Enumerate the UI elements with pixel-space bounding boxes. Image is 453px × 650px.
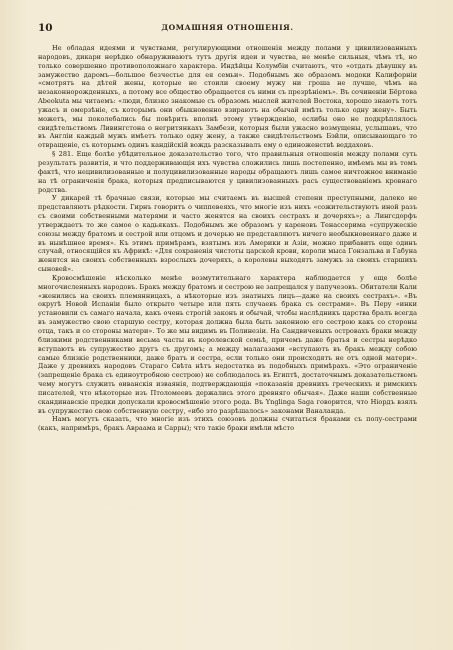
page-header — [38, 22, 417, 36]
paragraph: § 281. Еще болѣе убѣдительное доказательство того, что правильныя отношенія между полами суть результатъ развитія, и что поддерживающія ихъ чувства сложились лишь постепенно, имѣемъ мы въ томъ фактѣ, что нецивилизованные и полуцивилизованные народы обращаютъ лишь самое ничтожное вниманіе на тѣ ограниченія брака, которыя предписываются у цивилизованныхъ расъ существованіемъ кровнаго родства. — [38, 150, 417, 194]
paragraph: Намъ могутъ сказать, что многіе изъ этихъ союзовъ должны считаться браками съ полу-сестрами (какъ, напримѣръ, бракъ Авраама и Сарры); что такіе браки имѣли мѣсто — [38, 415, 417, 433]
paragraph: Кровосмѣшеніе нѣсколько менѣе возмутительнаго характера наблюдается у еще болѣе многочисленныхъ народовъ. Бракъ между братомъ и сестрою не запрещался у папучезовъ. Обитатели Кали «женились на своихъ племянницахъ, а нѣкоторые изъ знатныхъ лицъ—даже на своихъ сестрахъ». «Въ округѣ Новой Испаніи было открыто четыре или пять случаевъ брака съ сестрами». Въ Перу «инки установили съ самаго начала, какъ очень строгій законъ и обычай, чтобы наслѣдникъ царства бралъ всегда въ замужество свою старшую сестру, которая должна была быть законною его сестрою какъ со стороны отца, такъ и со стороны матери». То же мы видимъ въ Полинезіи. На Сандвичевыхъ островахъ браки между близкими родственниками весьма часты въ королевской семьѣ, причемъ даже братья и сестры нерѣдко вступаютъ въ супружество другъ съ другомъ; а между малагазами «вступаютъ въ бракъ между собою самые близкіе родственники, даже братъ и сестра, если только они происходятъ не отъ одной матери». Даже у древнихъ народовъ Стараго Свѣта нѣтъ недостатка въ подобныхъ примѣрахъ. «Это ограниченіе (запрещеніе брака съ единоутробною сестрою) не соблюдалось въ Египтѣ, достаточнымъ доказательствомъ чему могутъ служить ѳиванскія изваянія, подтверждающія «показанія древнихъ греческихъ и римскихъ писателей, что нѣкоторые изъ Птоломеевъ держались этого древняго обычая». Даже наши собственные скандинавскіе предки допускали кровосмѣшеніе этого рода. Въ Ynglinga Saga говорится, что Нiордъ взялъ въ супружество свою собственную сестру, «ибо это разрѣшалось» законами Ваналанда. — [38, 273, 417, 415]
paragraph: Не обладая идеями и чувствами, регулирующими отношенія между полами у цивилизованныхъ народовъ, дикари нерѣдко обнаруживаютъ тутъ другія идеи и чувства, не менѣе сильныя, чѣмъ тѣ, но только совершенно противоположнаго характера. Индѣйцы Колумбіи считаютъ, что «отдать дѣвушку въ замужество даромъ—большое безчестье для ея семьи». Подобнымъ же образомъ модоки Калифорніи «смотрятъ на дѣтей жены, которые не стоили своему мужу ни гроша не лучше, чѣмъ на незаконнорожденныхъ, а потому все общество обращается съ ними съ презрѣніемъ». Въ сочиненіи Бёртова Abeokuta мы читаемъ: «люди, близко знакомые съ образомъ мыслей жителей Востока, хорошо знаютъ тотъ ужасъ и омерзѣніе, съ которымъ они обыкновенно взираютъ на обычай имѣть только одну жену». Быть можетъ, мы поколебались бы повѣрить вполнѣ этому утвержденію, еслибы оно не подкрѣплялось свидѣтельствомъ Ливингстона о негритянкахъ Замбези, которыя были ужасно возмущены, услышавъ, что въ Англіи каждый мужъ имѣетъ только одну жену, а также свидѣтельствомъ Бэйли, описывающаго то отвращеніе, съ которымъ одинъ кандійскій вождь разсказывалъ ему о единоженствѣ веддаховъ. — [38, 44, 417, 150]
page-number: 10 — [38, 22, 53, 34]
body-text — [38, 44, 417, 433]
running-title: ДОМАШНЯЯ ОТНОШЕНІЯ. — [161, 23, 294, 32]
paragraph: У дикарей тѣ брачные связи, которые мы считаемъ въ высшей степени преступными, далеко не представляютъ рѣдкости. Гирнъ говоритъ о чиппевеяхъ, что многіе изъ нихъ «сожительствуютъ иной разъ съ своими собственными матерями и часто женятся на своихъ сестрахъ и дочеряхъ»; а Лингсдорфъ утверждаетъ то же самое о кадьякахъ. Подобнымъ же образомъ у кареновъ Тенассерима «супружескіе союзы между братомъ и сестрой или отцомъ и дочерью не представляютъ ничего необыкновеннаго даже и въ нынѣшнее время». Къ этимъ примѣрамъ, взятымъ изъ Америки и Азіи, можно прибавить еще одинъ случай, относящійся къ Африкѣ: «Для сохраненія чистоты царской крови, короли мыса Гонзальва и Габуна женятся на своихъ собственныхъ взрослыхъ дочеряхъ, а королевы выходятъ замужъ за своихъ старшихъ сыновей». — [38, 194, 417, 274]
